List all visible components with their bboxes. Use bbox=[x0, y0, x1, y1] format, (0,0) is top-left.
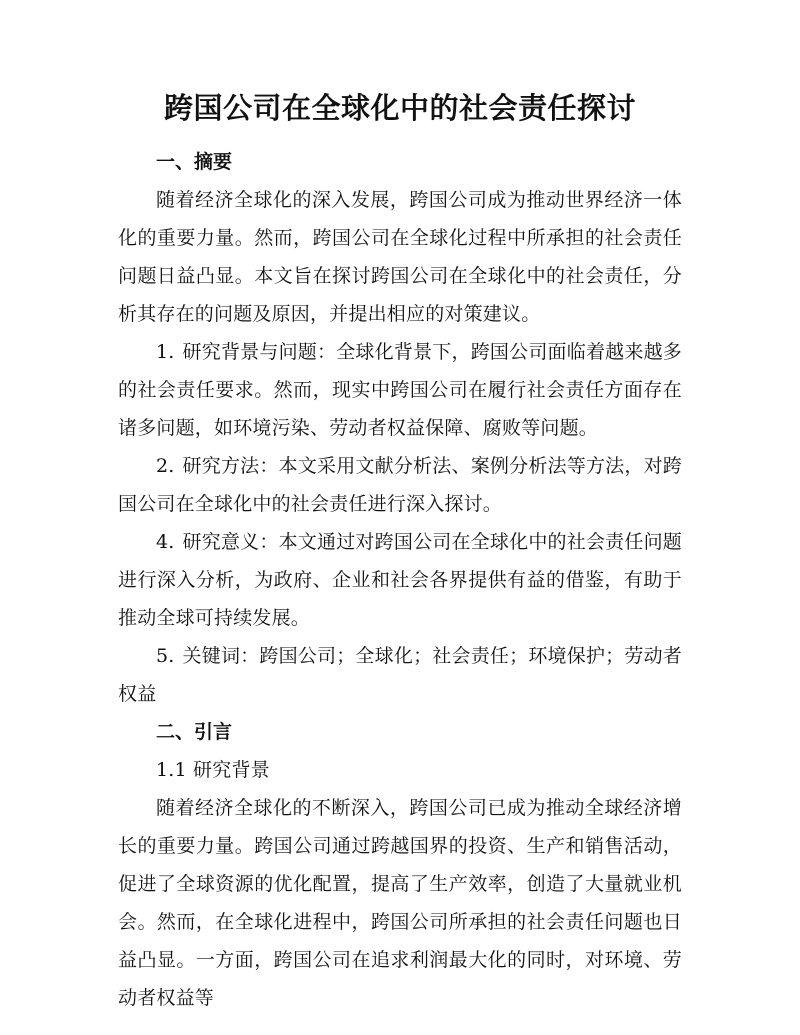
intro-paragraph: 随着经济全球化的不断深入，跨国公司已成为推动全球经济增长的重要力量。跨国公司通过跨越国界的投资、生产和销售活动，促进了全球资源的优化配置，提高了生产效率，创造了大量就业机会。然而，在全球化进程中，跨国公司所承担的社会责任问题也日益凸显。一方面，跨国公司在追求利润最大化的同时，对环境、劳动者权益等 bbox=[118, 797, 682, 1009]
item-number: 1. bbox=[156, 341, 175, 363]
abstract-item-5 bbox=[118, 637, 682, 713]
item-text: 研究方法：本文采用文献分析法、案例分析法等方法，对跨国公司在全球化中的社会责任进行深入探讨。 bbox=[118, 455, 682, 515]
item-text: 研究背景与问题：全球化背景下，跨国公司面临着越来越多的社会责任要求。然而，现实中跨国公司在履行社会责任方面存在诸多问题，如环境污染、劳动者权益保障、腐败等问题。 bbox=[118, 341, 682, 439]
abstract-paragraph: 随着经济全球化的深入发展，跨国公司成为推动世界经济一体化的重要力量。然而，跨国公司在全球化过程中所承担的社会责任问题日益凸显。本文旨在探讨跨国公司在全球化中的社会责任，分析其存在的问题及原因，并提出相应的对策建议。 bbox=[118, 189, 682, 325]
document-title: 跨国公司在全球化中的社会责任探讨 bbox=[163, 91, 636, 125]
abstract-heading: 一、摘要 bbox=[156, 151, 233, 173]
item-text: 关键词：跨国公司；全球化；社会责任；环境保护；劳动者权益 bbox=[118, 645, 682, 705]
intro-subheading: 1.1 研究背景 bbox=[156, 759, 270, 781]
document-body bbox=[118, 143, 682, 1017]
item-number: 2. bbox=[156, 455, 175, 477]
item-number: 5. bbox=[156, 645, 175, 667]
abstract-item-1 bbox=[118, 333, 682, 447]
intro-heading: 二、引言 bbox=[156, 721, 233, 743]
item-text: 研究意义：本文通过对跨国公司在全球化中的社会责任问题进行深入分析，为政府、企业和社会各界提供有益的借鉴，有助于推动全球可持续发展。 bbox=[118, 531, 682, 629]
item-number: 4. bbox=[156, 531, 175, 553]
abstract-item-4 bbox=[118, 523, 682, 637]
abstract-item-2 bbox=[118, 447, 682, 523]
